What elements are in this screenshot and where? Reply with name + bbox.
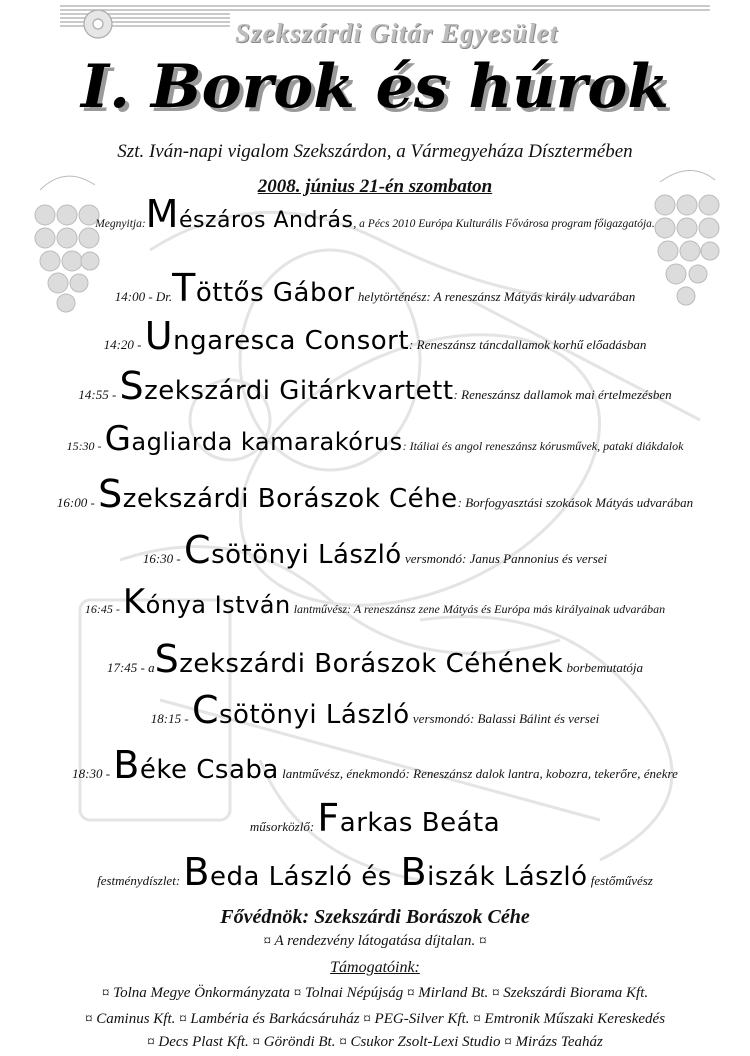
event-subtitle: Szt. Iván-napi vigalom Szekszárdon, a Vármegyeháza Dísztermében bbox=[117, 141, 633, 162]
program-item bbox=[0, 472, 750, 516]
performer-initial: C bbox=[184, 528, 212, 572]
performer-initial: U bbox=[144, 314, 174, 358]
program-description: : Borfogyasztási szokások Mátyás udvarában bbox=[457, 495, 694, 510]
performer-initial: S bbox=[154, 637, 180, 681]
program-item bbox=[0, 314, 750, 358]
program-item bbox=[0, 266, 750, 310]
program-item bbox=[0, 582, 750, 622]
program-description: lantművész: A reneszánsz zene Mátyás és Európa más királyainak udvarában bbox=[290, 602, 666, 616]
program-time: 14:00 - Dr. bbox=[114, 289, 173, 304]
performer-rest: sötönyi László bbox=[211, 540, 402, 570]
supporters-title: Támogatóink: bbox=[330, 959, 420, 976]
program-description: lantművész, énekmondó: Reneszánsz dalok lantra, kobozra, tekerőre, énekre bbox=[278, 766, 678, 781]
performer-rest: agliarda kamarakórus bbox=[131, 428, 403, 456]
host-rest: arkas Beáta bbox=[339, 808, 501, 838]
program-description: : Itáliai és angol reneszánsz kórusművek, pataki diákdalok bbox=[402, 439, 684, 453]
performer-rest: ónya István bbox=[145, 591, 291, 619]
performer-initial: S bbox=[119, 364, 145, 408]
performer-initial: S bbox=[98, 472, 123, 516]
decoration-suffix: festőművész bbox=[587, 873, 653, 888]
host-name bbox=[317, 796, 501, 840]
decoration-line bbox=[0, 850, 750, 894]
program-performer bbox=[104, 419, 403, 459]
painter-2 bbox=[400, 850, 588, 894]
performer-rest: öttős Gábor bbox=[195, 278, 355, 308]
program-performer bbox=[113, 743, 279, 787]
decoration-conjunction: és bbox=[352, 862, 401, 892]
event-title: I. Borok és húrok bbox=[81, 52, 669, 122]
performer-rest: éke Csaba bbox=[139, 755, 279, 785]
program-time: 16:00 - bbox=[56, 495, 99, 510]
program-description: versmondó: Janus Pannonius és versei bbox=[401, 551, 608, 566]
performer-initial: C bbox=[191, 688, 219, 732]
program-description: : Reneszánsz dallamok mai értelmezésben bbox=[453, 387, 672, 402]
patron-line: Fővédnök: Szekszárdi Borászok Céhe bbox=[220, 906, 530, 928]
supporters-line: ¤ Caminus Kft. ¤ Lambéria és Barkácsáruház ¤ PEG-Silver Kft. ¤ Emtronik Műszaki Kereskedés bbox=[84, 1011, 666, 1027]
painter-1 bbox=[183, 850, 353, 894]
performer-rest: ngaresca Consort bbox=[173, 326, 410, 356]
program-performer bbox=[144, 314, 410, 358]
program-description: versmondó: Balassi Bálint és versei bbox=[409, 711, 600, 726]
program-item bbox=[0, 528, 750, 572]
program-item bbox=[0, 637, 750, 681]
performer-rest: zekszárdi Borászok Céhe bbox=[122, 484, 458, 514]
host-initial: F bbox=[317, 796, 340, 840]
program-item bbox=[0, 743, 750, 787]
program-time: 14:55 - bbox=[78, 387, 120, 402]
program-time: 18:15 - bbox=[150, 711, 192, 726]
program-time: 16:30 - bbox=[142, 551, 185, 566]
program-performer bbox=[184, 528, 402, 572]
program-performer bbox=[98, 472, 458, 516]
performer-rest: sötönyi László bbox=[219, 700, 410, 730]
program-time: 15:30 - bbox=[66, 439, 105, 453]
program-performer bbox=[119, 364, 454, 408]
program-time: 18:30 - bbox=[72, 766, 114, 781]
program-item bbox=[0, 419, 750, 459]
program-description: helytörténész: A reneszánsz Mátyás király udvarában bbox=[354, 289, 636, 304]
organization-name: Szekszárdi Gitár Egyesület bbox=[235, 18, 559, 48]
painter-2-rest: iszák László bbox=[427, 862, 588, 892]
program-item bbox=[0, 364, 750, 408]
program-description: borbemutatója bbox=[563, 660, 644, 675]
supporters-line: ¤ Tolna Megye Önkormányzata ¤ Tolnai Népújság ¤ Mirland Bt. ¤ Szekszárdi Biorama Kft. bbox=[101, 985, 649, 1001]
program-performer bbox=[191, 688, 410, 732]
free-entry-note: ¤ A rendezvény látogatása díjtalan. ¤ bbox=[263, 933, 487, 949]
performer-rest: zekszárdi Borászok Céhének bbox=[179, 649, 564, 679]
host-line bbox=[0, 796, 750, 840]
program-time: 16:45 - bbox=[84, 602, 123, 616]
opening-speaker-rest: észáros András bbox=[178, 208, 354, 233]
program-time: 17:45 - a bbox=[106, 660, 155, 675]
performer-rest: zekszárdi Gitárkvartett bbox=[144, 376, 454, 406]
painter-1-initial: B bbox=[183, 850, 210, 894]
program-performer bbox=[154, 637, 564, 681]
painter-1-rest: eda László bbox=[209, 862, 353, 892]
decoration-prefix: festménydíszlet: bbox=[97, 873, 184, 888]
opening-suffix: , a Pécs 2010 Európa Kulturális Fővárosa program főigazgatója. bbox=[353, 218, 655, 230]
program-item bbox=[0, 688, 750, 732]
program-description: : Reneszánsz táncdallamok korhű előadásban bbox=[409, 337, 647, 352]
performer-initial: K bbox=[122, 582, 146, 622]
supporters-line: ¤ Decs Plast Kft. ¤ Göröndi Bt. ¤ Csukor Zsolt-Lexi Studio ¤ Mirázs Teaház bbox=[147, 1034, 603, 1050]
performer-initial: G bbox=[104, 419, 132, 459]
painter-2-initial: B bbox=[400, 850, 428, 894]
host-prefix: műsorközlő: bbox=[249, 819, 318, 834]
event-date: 2008. június 21-én szombaton bbox=[257, 176, 493, 197]
performer-initial: B bbox=[113, 743, 140, 787]
program-performer bbox=[122, 582, 291, 622]
opening-speaker bbox=[145, 192, 354, 236]
opening-prefix: Megnyitja: bbox=[95, 218, 146, 230]
program-time: 14:20 - bbox=[103, 337, 145, 352]
opening-speaker-initial: M bbox=[145, 192, 179, 236]
opening-line bbox=[0, 192, 750, 236]
performer-initial: T bbox=[172, 266, 196, 310]
program-performer bbox=[172, 266, 355, 310]
